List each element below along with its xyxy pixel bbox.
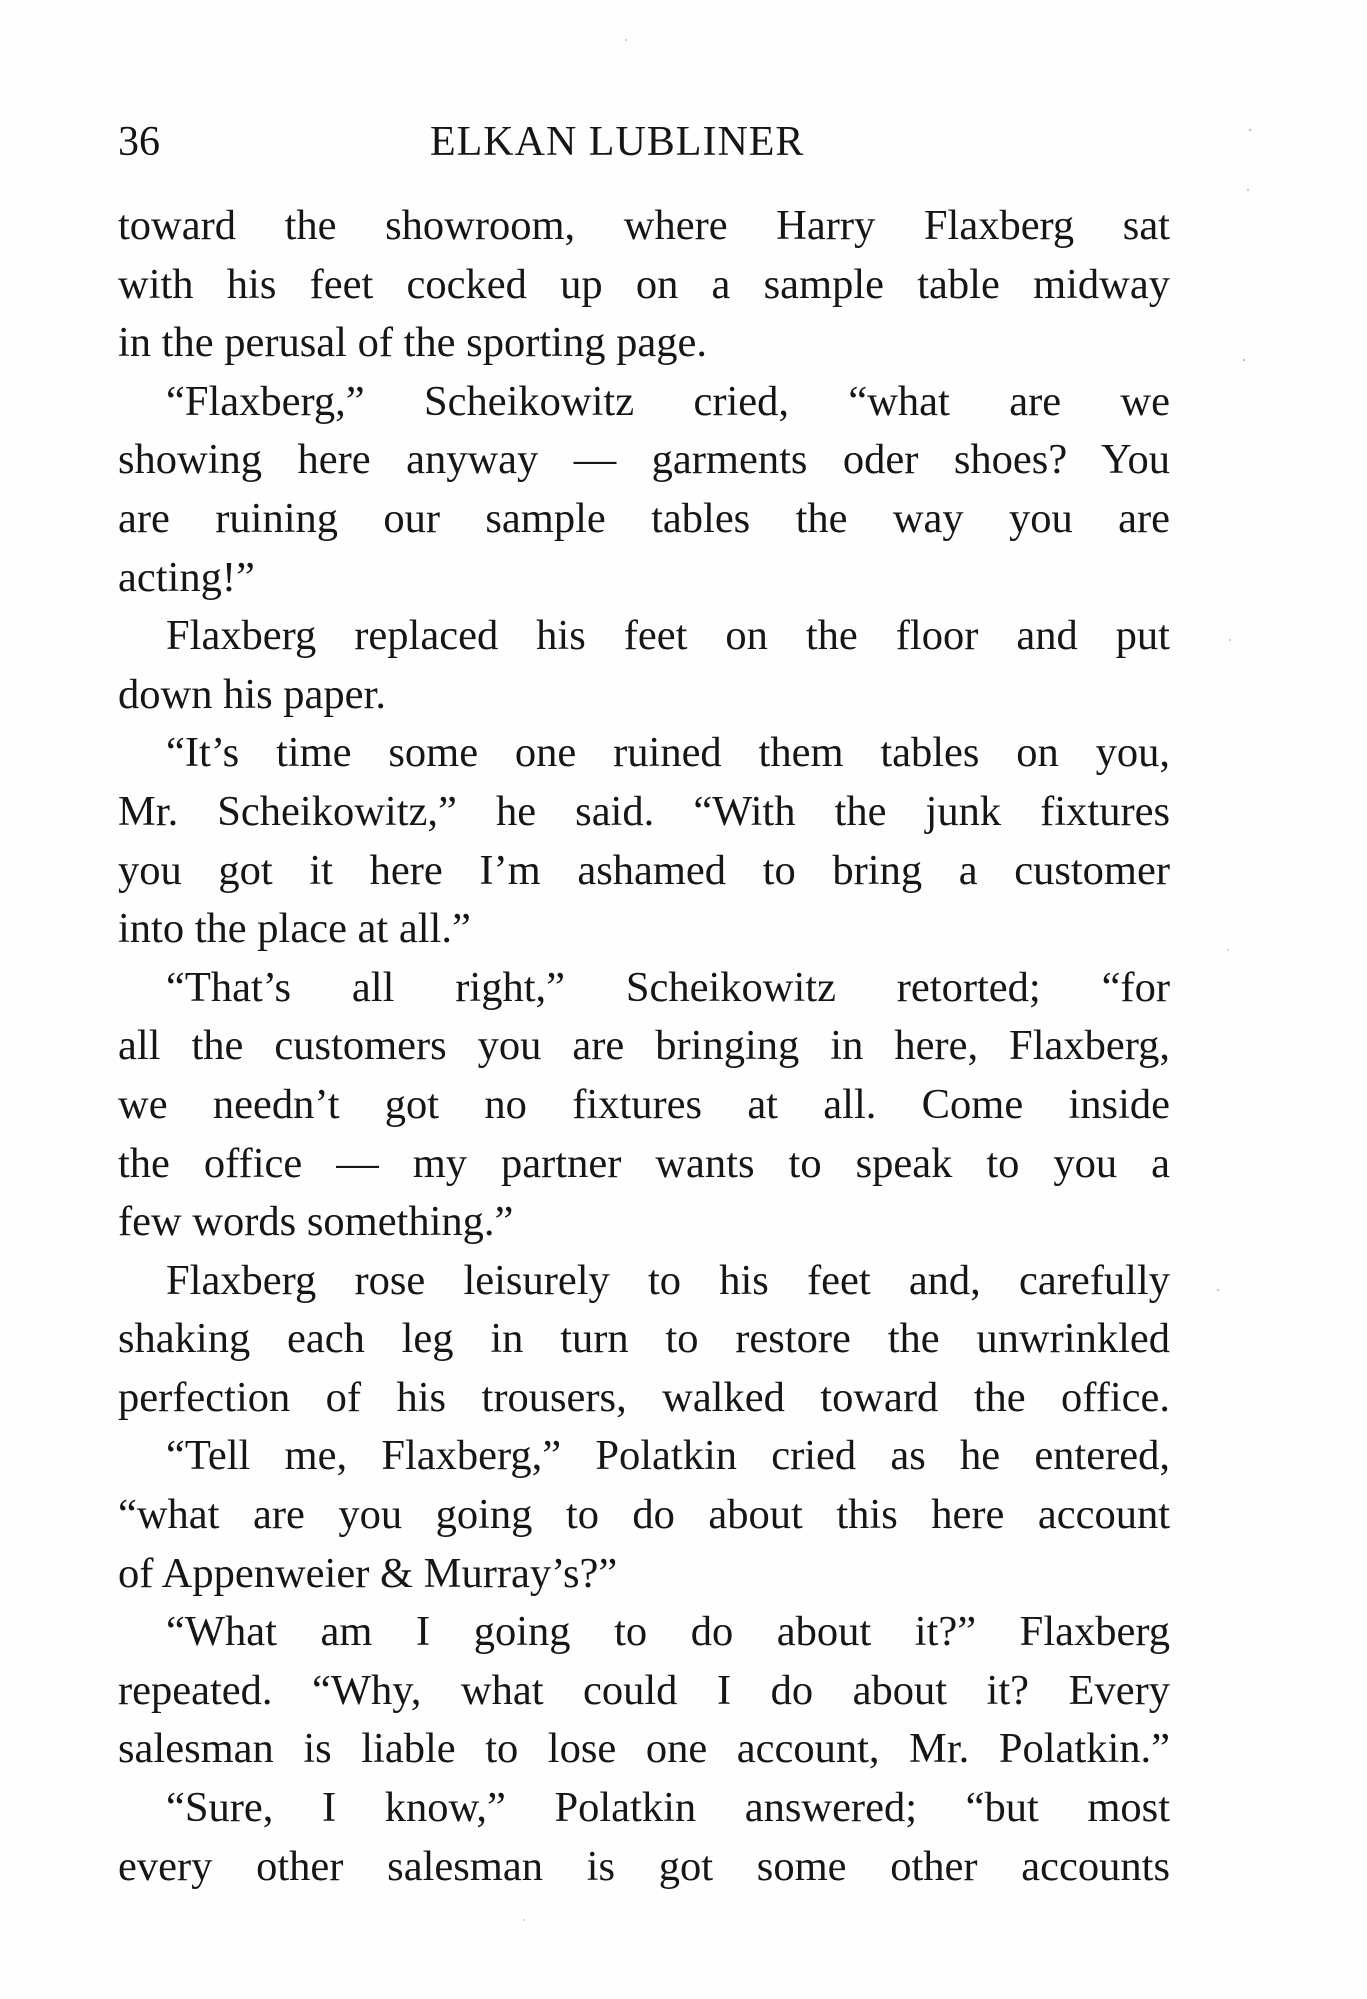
text-line: repeated. “Why, what could I do about it? Every xyxy=(118,1666,1170,1714)
text-line: “It’s time some one ruined them tables on you, xyxy=(166,729,1170,777)
text-line: showing here anyway — garments oder shoes? You xyxy=(118,436,1170,484)
text-line: “That’s all right,” Scheikowitz retorted; “for xyxy=(166,963,1170,1011)
text-line: Flaxberg rose leisurely to his feet and, carefully xyxy=(166,1256,1170,1304)
text-line: “Sure, I know,” Polatkin answered; “but most xyxy=(166,1784,1170,1832)
text-line: in the perusal of the sporting page. xyxy=(118,319,707,367)
text-line: shaking each leg in turn to restore the unwrinkled xyxy=(118,1315,1170,1363)
text-line: the office — my partner wants to speak to you a xyxy=(118,1139,1170,1187)
text-line: Mr. Scheikowitz,” he said. “With the junk fixtures xyxy=(118,787,1170,835)
text-line: are ruining our sample tables the way you are xyxy=(118,494,1170,542)
text-line: “What am I going to do about it?” Flaxberg xyxy=(166,1608,1170,1656)
text-line: toward the showroom, where Harry Flaxberg sat xyxy=(118,202,1170,249)
text-line: “what are you going to do about this here account xyxy=(118,1491,1170,1539)
text-line: into the place at all.” xyxy=(118,905,471,953)
text-line: “Flaxberg,” Scheikowitz cried, “what are we xyxy=(166,377,1170,425)
text-line: you got it here I’m ashamed to bring a customer xyxy=(118,846,1170,894)
text-line: acting!” xyxy=(118,553,255,601)
text-line: perfection of his trousers, walked toward the office. xyxy=(118,1373,1170,1421)
text-line: few words something.” xyxy=(118,1198,514,1246)
text-line: Flaxberg replaced his feet on the floor and put xyxy=(166,612,1170,660)
text-line: salesman is liable to lose one account, Mr. Polatkin.” xyxy=(118,1725,1170,1773)
text-line: all the customers you are bringing in here, Flaxberg, xyxy=(118,1022,1170,1070)
running-head: ELKAN LUBLINER xyxy=(430,119,805,165)
page-number: 36 xyxy=(118,119,160,165)
page-header xyxy=(118,112,1168,172)
text-line: down his paper. xyxy=(118,670,386,718)
text-line: we needn’t got no fixtures at all. Come inside xyxy=(118,1080,1170,1128)
text-line: every other salesman is got some other accounts xyxy=(118,1842,1170,1890)
text-line: “Tell me, Flaxberg,” Polatkin cried as he entered, xyxy=(166,1432,1170,1480)
text-line: of Appenweier & Murray’s?” xyxy=(118,1549,618,1597)
text-line: with his feet cocked up on a sample table midway xyxy=(118,260,1170,308)
body-text xyxy=(118,197,1170,1896)
